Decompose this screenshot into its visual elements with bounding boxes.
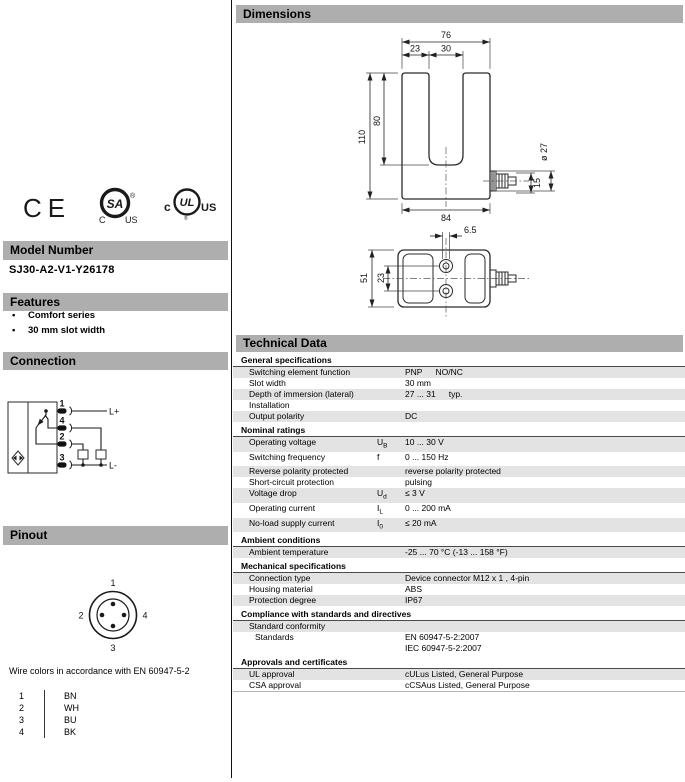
spec-symbol [377, 573, 405, 584]
spec-value [405, 680, 685, 691]
sym-base: U [377, 488, 384, 499]
dimensions-title: Dimensions [243, 7, 312, 21]
val-extra: NO/NC [435, 367, 463, 377]
val-text: IP67 [405, 595, 423, 606]
wire-pin: 1 [19, 691, 25, 701]
wire-pin: 2 [19, 703, 25, 713]
spec-value [405, 547, 685, 558]
feature-label: 30 mm slot width [28, 325, 106, 336]
pin-2 [58, 432, 72, 449]
pinout-pin2-label: 2 [78, 610, 84, 621]
technical-data-table [233, 352, 685, 692]
spec-row [233, 389, 685, 400]
spec-section-header: General specifications [233, 355, 685, 367]
supply-minus-label: L- [109, 460, 118, 471]
spec-row [233, 503, 685, 518]
dim-slot-width: 30 [440, 43, 452, 54]
pin-1 [58, 399, 72, 416]
sym-base: U [377, 437, 384, 447]
spec-section-header: Mechanical specifications [233, 561, 685, 573]
pin-dot [111, 602, 116, 607]
spec-label: Reverse polarity protected [249, 466, 349, 477]
spec-label: No-load supply current [249, 517, 335, 528]
spec-label: Standard conformity [249, 621, 326, 632]
spec-row [233, 595, 685, 606]
wire-color: BN [44, 690, 77, 702]
dim-hole-diameter: 6.5 [464, 225, 477, 235]
ce-mark-icon [23, 193, 71, 223]
spec-label: UL approval [249, 669, 295, 680]
sensor-symbol-icon [12, 451, 24, 465]
spec-label: Standards [255, 632, 294, 643]
features-list [12, 308, 105, 338]
features-title: Features [10, 295, 61, 309]
spec-row [233, 488, 685, 503]
ul-mark-icon [164, 190, 216, 223]
val-text: Device connector M12 x 1 , 4-pin [405, 573, 530, 584]
pinout-header [3, 526, 228, 545]
spec-symbol [377, 632, 405, 654]
spec-section [233, 355, 685, 422]
connection-header [3, 352, 228, 370]
sym-sub: L [379, 508, 383, 516]
spec-label: Operating voltage [249, 437, 317, 447]
spec-section [233, 535, 685, 558]
spec-value [405, 573, 685, 584]
dim-connector-diameter: ø 27 [539, 142, 549, 162]
spec-value [405, 367, 685, 378]
wire-color-row [14, 714, 79, 726]
spec-row [233, 547, 685, 558]
dimension-drawing [233, 25, 685, 325]
spec-row [233, 680, 685, 691]
dimensions-header [236, 5, 683, 23]
spec-label: Depth of immersion (lateral) [249, 389, 354, 399]
pin-dot [111, 624, 116, 629]
spec-symbol [377, 621, 405, 632]
dim-base-width: 84 [440, 213, 452, 223]
front-view [357, 30, 555, 223]
bullet-icon: • [12, 310, 16, 321]
spec-symbol [377, 466, 405, 477]
spec-value [405, 595, 685, 606]
spec-value [405, 452, 685, 467]
ul-us-label: US [201, 202, 217, 214]
val-text: EN 60947-5-2:2007 [405, 632, 480, 643]
pin-number: 1 [59, 398, 65, 409]
dim-hole-spacing: 23 [376, 272, 386, 284]
spec-row [233, 452, 685, 467]
switch-symbol-icon [36, 409, 57, 444]
csa-mark-icon [99, 190, 138, 226]
csa-c-label: C [99, 215, 106, 225]
spec-value [405, 488, 685, 503]
spec-row [233, 584, 685, 595]
spec-value [405, 400, 685, 411]
spec-value [405, 466, 685, 477]
pin-dot [122, 613, 127, 618]
spec-symbol [377, 437, 405, 452]
wire-pin: 4 [19, 727, 25, 737]
sym-base: I [377, 503, 380, 514]
pin-number: 2 [59, 431, 65, 442]
spec-symbol [377, 595, 405, 606]
spec-symbol [377, 378, 405, 389]
spec-symbol [377, 367, 405, 378]
val-text: 10 ... 30 V [405, 437, 444, 447]
spec-row [233, 477, 685, 488]
wire-pin: 3 [19, 715, 25, 725]
pin-4 [58, 416, 72, 433]
technical-data-header [236, 335, 683, 352]
spec-value [405, 669, 685, 680]
ul-monogram: UL [179, 197, 195, 209]
spec-label: Short-circuit protection [249, 477, 335, 488]
spec-label: Voltage drop [249, 488, 297, 499]
sym-sub: d [383, 494, 387, 502]
spec-section [233, 561, 685, 606]
spec-value [405, 621, 685, 632]
wire-color-row [14, 702, 79, 714]
ul-registered-icon: ® [184, 216, 188, 222]
sym-sub: 0 [379, 523, 383, 531]
spec-value [405, 389, 685, 400]
spec-row [233, 621, 685, 632]
pin-3 [58, 453, 72, 470]
spec-row [233, 518, 685, 533]
sym-sub: B [383, 442, 388, 450]
dim-overall-width: 76 [440, 30, 452, 40]
spec-label: Switching frequency [249, 451, 326, 462]
pinout-title: Pinout [10, 528, 48, 542]
column-divider [231, 0, 232, 778]
spec-row [233, 400, 685, 411]
val-extra: typ. [448, 389, 463, 399]
pin-number: 4 [59, 415, 65, 426]
load-resistor-icon [78, 450, 88, 459]
sym-base: f [377, 451, 380, 462]
spec-label: Installation [249, 400, 290, 410]
dim-slot-depth: 80 [372, 115, 382, 127]
sym-base: I [377, 517, 380, 528]
spec-symbol [377, 503, 405, 518]
spec-row [233, 411, 685, 422]
pinout-diagram [55, 572, 171, 654]
val-text: pulsing [405, 477, 432, 488]
spec-row [233, 437, 685, 452]
spec-label: Output polarity [249, 411, 305, 421]
val-text: cCSAus Listed, General Purpose [405, 680, 530, 691]
spec-label: Switching element function [249, 367, 351, 377]
technical-data-title: Technical Data [243, 336, 327, 350]
spec-label: Slot width [249, 378, 286, 388]
wire-color-row [14, 690, 79, 702]
spec-symbol [377, 400, 405, 411]
spec-symbol [377, 477, 405, 488]
spec-value [405, 437, 685, 452]
wire-color: WH [44, 702, 79, 714]
model-number-title: Model Number [10, 243, 94, 257]
dim-body-height: 51 [359, 272, 369, 284]
spec-value [405, 477, 685, 488]
val-text: ≤ 20 mA [405, 517, 437, 528]
wire-colors-table [14, 690, 79, 738]
spec-section-header: Ambient conditions [233, 535, 685, 547]
val-text: -25 ... 70 °C (-13 ... 158 °F) [405, 547, 508, 558]
supply-plus-label: L+ [109, 406, 120, 417]
spec-symbol [377, 389, 405, 400]
csa-us-label: US [125, 215, 138, 225]
val-text: 0 ... 200 mA [405, 503, 451, 514]
val-text: reverse polarity protected [405, 466, 501, 477]
val-text: 27 ... 31 [405, 389, 436, 399]
pinout-pin4-label: 4 [142, 610, 148, 621]
val-text: cULus Listed, General Purpose [405, 669, 524, 680]
wire-colors-note: Wire colors in accordance with EN 60947-5-2 [9, 666, 190, 676]
val-text: PNP [405, 367, 423, 377]
spec-symbol [377, 452, 405, 467]
val-text: 0 ... 150 Hz [405, 451, 449, 462]
model-number-value: SJ30-A2-V1-Y26178 [9, 264, 115, 276]
spec-section-header: Approvals and certificates [233, 657, 685, 669]
spec-section-header: Compliance with standards and directives [233, 609, 685, 621]
ul-c-label: c [164, 200, 171, 214]
spec-label: Operating current [249, 503, 316, 514]
spec-label: Connection type [249, 573, 311, 584]
top-view [359, 225, 531, 318]
pin-dot [100, 613, 105, 618]
spec-label: Ambient temperature [249, 547, 329, 558]
spec-value [405, 503, 685, 518]
spec-value [405, 632, 685, 654]
pinout-pin1-label: 1 [110, 578, 116, 588]
spec-value [405, 411, 685, 422]
feature-item [12, 323, 105, 338]
val-extra: IEC 60947-5-2:2007 [405, 643, 482, 654]
connection-title: Connection [10, 354, 76, 368]
val-text: DC [405, 411, 418, 421]
spec-section [233, 609, 685, 654]
spec-symbol [377, 584, 405, 595]
spec-label: Protection degree [249, 595, 317, 606]
spec-symbol [377, 488, 405, 503]
spec-symbol [377, 680, 405, 691]
spec-row [233, 632, 685, 654]
spec-value [405, 518, 685, 533]
spec-symbol [377, 411, 405, 422]
dim-arm-width: 23 [409, 43, 421, 54]
val-text: ≤ 3 V [405, 488, 425, 499]
certification-logos [15, 185, 225, 231]
spec-value [405, 378, 685, 389]
spec-row [233, 573, 685, 584]
wire-color: BK [44, 726, 76, 738]
dim-overall-height: 110 [357, 129, 367, 145]
dim-connector-length: 15 [532, 177, 542, 189]
spec-row [233, 367, 685, 378]
feature-item [12, 308, 105, 323]
connection-diagram [5, 398, 130, 478]
spec-section-header: Nominal ratings [233, 425, 685, 437]
val-text: ABS [405, 584, 423, 595]
wire-color-row [14, 726, 79, 738]
pin-number: 3 [59, 452, 65, 463]
spec-row [233, 466, 685, 477]
spec-symbol [377, 518, 405, 533]
csa-registered-icon: ® [130, 193, 136, 200]
spec-label: Housing material [249, 584, 313, 595]
model-number-header [3, 241, 228, 260]
wire-color: BU [44, 714, 77, 726]
feature-label: Comfort series [28, 310, 96, 321]
m12-connector-icon [483, 171, 529, 191]
spec-row [233, 378, 685, 389]
spec-symbol [377, 547, 405, 558]
spec-section [233, 657, 685, 692]
pinout-pin3-label: 3 [110, 643, 116, 653]
spec-section [233, 425, 685, 532]
spec-row [233, 669, 685, 680]
load-resistor-icon [96, 450, 106, 459]
val-text: 30 mm [405, 378, 431, 388]
spec-label: CSA approval [249, 680, 301, 691]
spec-symbol [377, 669, 405, 680]
bullet-icon: • [12, 325, 16, 336]
ce-mark-label: CE [23, 193, 72, 223]
csa-monogram: SA [106, 197, 124, 211]
spec-value [405, 584, 685, 595]
